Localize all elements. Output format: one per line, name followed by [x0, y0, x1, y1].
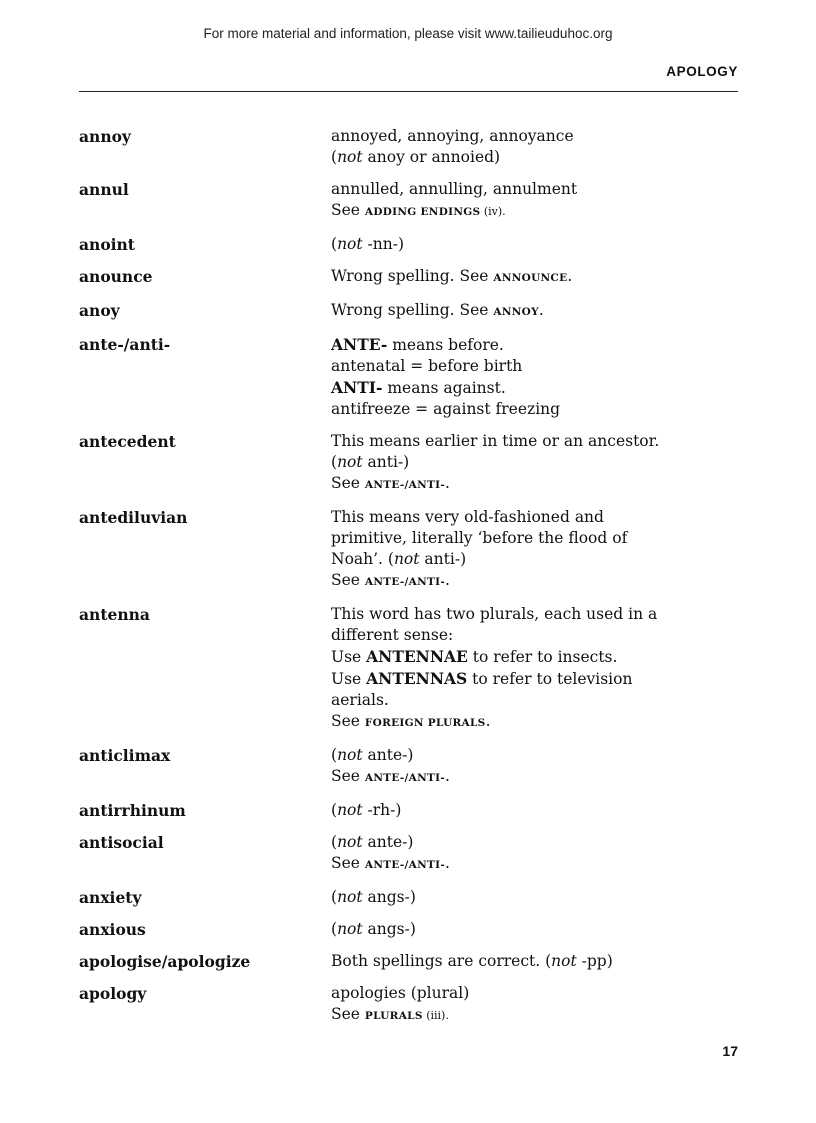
text-run: different sense:: [331, 626, 454, 644]
definition: [331, 887, 738, 908]
headword: anoy: [79, 301, 120, 320]
headword: antecedent: [79, 432, 176, 451]
headword: apology: [79, 984, 147, 1003]
entry-anxiety: [79, 887, 738, 908]
definition-line: [331, 452, 738, 473]
definition-line: [331, 604, 738, 625]
definition: [331, 179, 738, 223]
cross-reference: ANTE-/ANTI-: [364, 772, 445, 784]
text-run: ante-): [362, 746, 414, 764]
text-run: anti-): [362, 453, 410, 471]
definition-line: [331, 356, 738, 377]
definition-line: [331, 919, 738, 940]
definition: [331, 334, 738, 420]
definition-line: [331, 951, 738, 972]
text-run: to refer to television: [467, 670, 633, 688]
definition: [331, 234, 738, 255]
definition-line: [331, 528, 738, 549]
cross-reference: ANNOUNCE: [493, 272, 568, 284]
entry-apology: [79, 983, 738, 1027]
text-run: means before.: [387, 336, 504, 354]
headword: apologise/apologize: [79, 952, 251, 971]
text-run: .: [567, 267, 573, 285]
definition-line: [331, 983, 738, 1004]
entry-anounce: [79, 266, 738, 289]
definition: [331, 951, 738, 972]
definition-line: [331, 1004, 738, 1027]
text-run: anoy or annoied): [362, 148, 501, 166]
definition-line: [331, 266, 738, 289]
headword: antediluvian: [79, 508, 188, 527]
cross-reference: FOREIGN PLURALS: [364, 717, 486, 729]
source-note: For more material and information, please visit www.tailieuduhoc.org: [203, 26, 613, 41]
entry-antirrhinum: [79, 800, 738, 821]
headword: antenna: [79, 605, 150, 624]
definition-line: [331, 800, 738, 821]
entry-anoint: [79, 234, 738, 255]
running-head: APOLOGY: [666, 64, 738, 79]
text-run: (: [331, 148, 338, 166]
entry-apologise-apologize: [79, 951, 738, 972]
definition-line: [331, 832, 738, 853]
entry-ante-anti-: [79, 334, 738, 420]
headword: anxious: [79, 920, 146, 939]
definition: [331, 431, 738, 496]
text-run: -pp): [576, 952, 613, 970]
headword: annoy: [79, 127, 131, 146]
text-run: .: [444, 767, 450, 785]
text-run: apologies (plural): [331, 984, 470, 1002]
text-run: .: [444, 571, 450, 589]
definition: [331, 800, 738, 821]
definition-line: [331, 549, 738, 570]
definition-line: [331, 570, 738, 593]
text-run: antifreeze = against freezing: [331, 400, 561, 418]
definition-line: [331, 377, 738, 399]
definition: [331, 126, 738, 168]
text-run: This word has two plurals, each used in a: [331, 605, 658, 623]
text-run: See: [331, 571, 365, 589]
text-run: .: [444, 474, 450, 492]
text-run: This means very old-fashioned and: [331, 508, 604, 526]
definition-line: [331, 431, 738, 452]
headword: anticlimax: [79, 746, 171, 765]
entry-list: [79, 126, 738, 1038]
text-run: .: [485, 712, 491, 730]
definition-line: [331, 147, 738, 168]
entry-antenna: [79, 604, 738, 734]
definition: [331, 507, 738, 593]
entry-anxious: [79, 919, 738, 940]
text-run: not: [337, 235, 363, 253]
definition: [331, 919, 738, 940]
headword: antisocial: [79, 833, 164, 852]
text-run: (: [331, 801, 338, 819]
text-run: This means earlier in time or an ancestor.: [331, 432, 660, 450]
text-run: not: [337, 746, 363, 764]
definition-line: [331, 853, 738, 876]
header-rule: [79, 91, 738, 92]
definition: [331, 983, 738, 1027]
text-run: (: [331, 920, 338, 938]
text-run: (iii).: [422, 1009, 449, 1022]
text-run: Use: [331, 670, 367, 688]
text-run: Wrong spelling. See: [331, 301, 494, 319]
text-run: See: [331, 201, 365, 219]
text-run: angs-): [362, 920, 416, 938]
text-run: not: [337, 453, 363, 471]
text-run: ante-): [362, 833, 414, 851]
text-run: not: [337, 833, 363, 851]
text-run: See: [331, 712, 365, 730]
text-run: angs-): [362, 888, 416, 906]
entry-annoy: [79, 126, 738, 168]
text-run: (: [331, 453, 338, 471]
text-run: not: [337, 801, 363, 819]
entry-anticlimax: [79, 745, 738, 789]
definition-line: [331, 625, 738, 646]
definition-line: [331, 300, 738, 323]
definition-line: [331, 473, 738, 496]
text-run: not: [337, 920, 363, 938]
text-run: .: [538, 301, 544, 319]
text-run: annulled, annulling, annulment: [331, 180, 578, 198]
text-run: -rh-): [362, 801, 402, 819]
headword: anoint: [79, 235, 135, 254]
text-run: to refer to insects.: [467, 648, 618, 666]
page-number: 17: [722, 1043, 738, 1059]
text-run: not: [551, 952, 577, 970]
headword: anxiety: [79, 888, 142, 907]
text-run: not: [337, 148, 363, 166]
headword: annul: [79, 180, 129, 199]
text-run: not: [337, 888, 363, 906]
text-run: ANTE-: [331, 335, 388, 354]
text-run: primitive, literally ‘before the flood of: [331, 529, 628, 547]
text-run: (iv).: [480, 205, 506, 218]
text-run: Both spellings are correct. (: [331, 952, 552, 970]
entry-annul: [79, 179, 738, 223]
definition: [331, 266, 738, 289]
cross-reference: ANTE-/ANTI-: [364, 576, 445, 588]
cross-reference: PLURALS: [364, 1010, 423, 1022]
text-run: Wrong spelling. See: [331, 267, 494, 285]
definition-line: [331, 234, 738, 255]
text-run: Noah’. (: [331, 550, 394, 568]
text-run: .: [444, 854, 450, 872]
entry-antisocial: [79, 832, 738, 876]
text-run: Use: [331, 648, 367, 666]
text-run: ANTENNAE: [366, 647, 468, 666]
definition-line: [331, 887, 738, 908]
definition: [331, 604, 738, 734]
cross-reference: ANNOY: [493, 306, 539, 318]
text-run: means against.: [382, 379, 506, 397]
text-run: (: [331, 888, 338, 906]
definition-line: [331, 668, 738, 690]
text-run: not: [393, 550, 420, 568]
entry-antecedent: [79, 431, 738, 496]
definition-line: [331, 126, 738, 147]
definition-line: [331, 711, 738, 734]
definition-line: [331, 766, 738, 789]
text-run: ANTI-: [331, 378, 383, 397]
headword: anounce: [79, 267, 153, 286]
cross-reference: ADDING ENDINGS: [364, 206, 481, 218]
text-run: annoyed, annoying, annoyance: [331, 127, 574, 145]
text-run: (: [331, 833, 338, 851]
definition-line: [331, 507, 738, 528]
headword: ante-/anti-: [79, 335, 171, 354]
definition-line: [331, 690, 738, 711]
text-run: -nn-): [362, 235, 405, 253]
text-run: See: [331, 1005, 365, 1023]
entry-antediluvian: [79, 507, 738, 593]
text-run: (: [331, 746, 338, 764]
text-run: See: [331, 854, 365, 872]
cross-reference: ANTE-/ANTI-: [364, 479, 445, 491]
text-run: See: [331, 474, 365, 492]
cross-reference: ANTE-/ANTI-: [364, 859, 445, 871]
definition-line: [331, 745, 738, 766]
text-run: anti-): [419, 550, 467, 568]
definition: [331, 832, 738, 876]
definition-line: [331, 200, 738, 223]
entry-anoy: [79, 300, 738, 323]
definition-line: [331, 334, 738, 356]
definition-line: [331, 399, 738, 420]
text-run: antenatal = before birth: [331, 357, 523, 375]
definition-line: [331, 179, 738, 200]
text-run: aerials.: [331, 691, 389, 709]
text-run: See: [331, 767, 365, 785]
text-run: (: [331, 235, 338, 253]
headword: antirrhinum: [79, 801, 186, 820]
definition-line: [331, 646, 738, 668]
definition: [331, 745, 738, 789]
definition: [331, 300, 738, 323]
text-run: ANTENNAS: [366, 669, 468, 688]
